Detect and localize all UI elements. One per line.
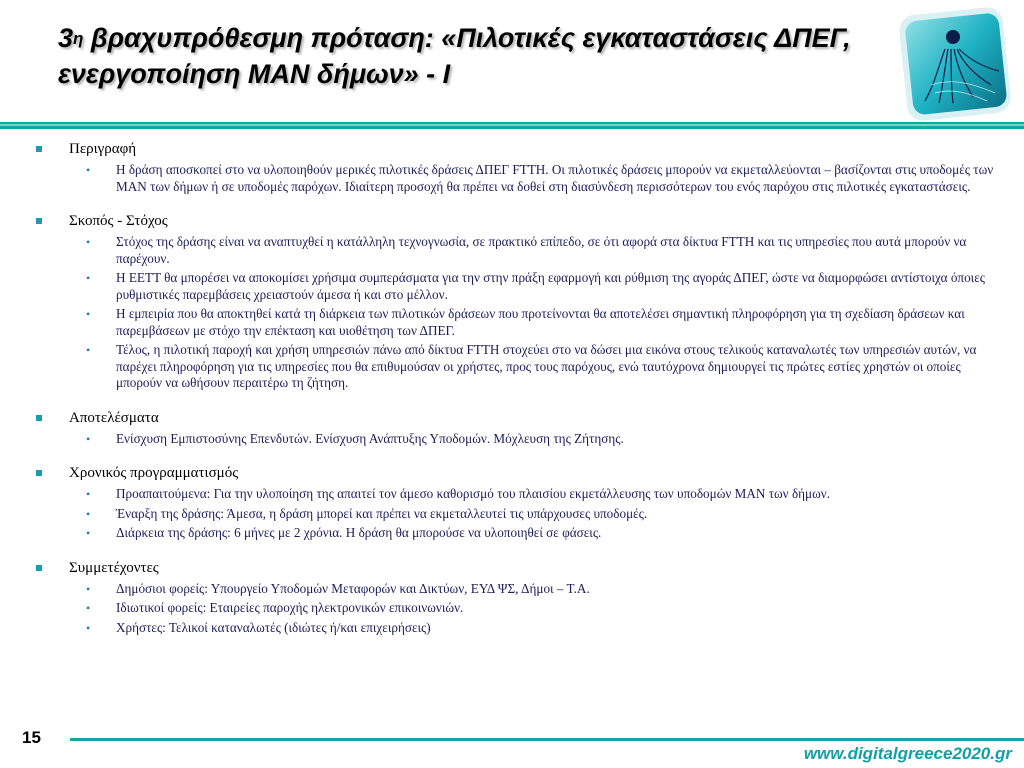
- square-bullet-icon: [36, 565, 42, 571]
- digital-greece-logo-icon: [895, 5, 1013, 123]
- bullet-dot-icon: •: [86, 343, 91, 357]
- list-item: • Χρήστες: Τελικοί καταναλωτές (ιδιώτες ή/και επιχειρήσεις): [86, 619, 431, 635]
- bullet-list: [36, 162, 1006, 195]
- list-item: • Η εμπειρία που θα αποκτηθεί κατά τη διάρκεια των πιλοτικών δράσεων που προτείνονται θα αποτελέσει σημαντική πληροφόρηση για τη σχεδίαση δράσεων και παρεμβάσεων με στόχο την επέκταση και υιοθέτηση των ΔΠΕΓ.: [86, 306, 965, 338]
- title-ordinal-suffix: η: [73, 29, 84, 48]
- footer-url: www.digitalgreece2020.gr: [803, 744, 1012, 763]
- list-item: • Τέλος, η πιλοτική παροχή και χρήση υπηρεσιών πάνω από δίκτυα FTTH στοχεύει στο να δώσει μια εικόνα στους τελικούς καταναλωτές των υπηρεσιών αυτών, να παρέχει πληροφόρηση για τις υπηρεσίες που θα επιθυμούσαν οι χρήστες, προς τους παρόχους, ενώ ταυτόχρονα δημιουργεί τις πρώτες εστίες χρηστών οι οποίες μπορούν να ωθήσουν περαιτέρω τη ζήτηση.: [86, 342, 977, 390]
- list-item: • Διάρκεια της δράσης: 6 μήνες με 2 χρόνια. Η δράση θα μπορούσε να υλοποιηθεί σε φάσεις.: [86, 525, 602, 540]
- bullet-list: [36, 486, 1006, 542]
- bullet-dot-icon: •: [86, 307, 91, 321]
- list-item: • Προαπαιτούμενα: Για την υλοποίηση της απαιτεί τον άμεσο καθορισμό του πλαισίου εκμετάλλευσης των υποδομών MAN των δήμων.: [86, 486, 831, 501]
- section-description: [36, 140, 1006, 195]
- list-item: • Δημόσιοι φορείς: Υπουργείο Υποδομών Μεταφορών και Δικτύων, ΕΥΔ ΨΣ, Δήμοι – Τ.Α.: [86, 580, 590, 596]
- square-bullet-icon: [36, 146, 42, 152]
- page-number: 15: [22, 728, 41, 747]
- section-heading: Σκοπός - Στόχος: [36, 212, 1006, 231]
- bullet-list: [36, 431, 1006, 448]
- bullet-dot-icon: •: [86, 163, 91, 177]
- footer-rule: [70, 738, 1024, 741]
- list-item: • Ενίσχυση Εμπιστοσύνης Επενδυτών. Ενίσχυση Ανάπτυξης Υποδομών. Μόχλευση της Ζήτησης.: [86, 430, 624, 446]
- list-item: • Στόχος της δράσης είναι να αναπτυχθεί η κατάλληλη τεχνογνωσία, σε πρακτικό επίπεδο, σε ότι αφορά στα δίκτυα FTTH και τις υπηρεσίες που αυτά μπορούν να παρέχουν.: [86, 234, 967, 266]
- slide-title: [58, 22, 858, 90]
- section-heading: Χρονικός προγραμματισμός: [36, 464, 1006, 483]
- bullet-dot-icon: •: [86, 601, 91, 615]
- square-bullet-icon: [36, 415, 42, 421]
- section-schedule: [36, 464, 1006, 542]
- title-ordinal: 3: [58, 23, 74, 53]
- section-results: [36, 409, 1006, 448]
- slide-body: [36, 140, 1006, 653]
- list-item: • Ιδιωτικοί φορείς: Εταιρείες παροχής ηλεκτρονικών επικοινωνιών.: [86, 600, 464, 615]
- bullet-dot-icon: •: [86, 620, 91, 635]
- list-item: • Η δράση αποσκοπεί στο να υλοποιηθούν μερικές πιλοτικές δράσεις ΔΠΕΓ FTTH. Οι πιλοτικές δράσεις μπορούν να εκμεταλλεύονται – βασίζονται στις υποδομές των MAN των δήμων ή σε υποδομές παρόχων. Ιδιαίτερη προσοχή θα πρέπει να δοθεί στη διασύνδεση περισσότερων του ενός παρόχου στις πιλοτικές εγκαταστάσεις.: [86, 162, 994, 194]
- square-bullet-icon: [36, 218, 42, 224]
- bullet-dot-icon: •: [86, 526, 91, 540]
- bullet-dot-icon: •: [86, 506, 91, 521]
- section-heading: Συμμετέχοντες: [36, 559, 1006, 578]
- list-item: • Η ΕΕΤΤ θα μπορέσει να αποκομίσει χρήσιμα συμπεράσματα για την στην πράξη εφαρμογή και ρύθμιση της αγοράς ΔΠΕΓ, ώστε να διαμορφώσει αντίστοιχα όποιες ρυθμιστικές παρεμβάσεις χρειαστούν άμεσα ή και στο μέλλον.: [86, 270, 985, 302]
- list-item: • Έναρξη της δράσης: Άμεσα, η δράση μπορεί και πρέπει να εκμεταλλευτεί τις υπάρχουσες υποδομές.: [86, 505, 648, 521]
- bullet-dot-icon: •: [86, 271, 91, 285]
- section-goal: [36, 212, 1006, 392]
- bullet-list: [36, 234, 1006, 392]
- bullet-dot-icon: •: [86, 235, 91, 249]
- bullet-dot-icon: •: [86, 431, 91, 446]
- bullet-dot-icon: •: [86, 581, 91, 596]
- bullet-list: [36, 581, 1006, 637]
- header-rule-highlight: [0, 124, 1024, 126]
- section-heading: Περιγραφή: [36, 140, 1006, 159]
- bullet-dot-icon: •: [86, 487, 91, 501]
- section-participants: [36, 559, 1006, 637]
- section-heading: Αποτελέσματα: [36, 409, 1006, 428]
- title-text: βραχυπρόθεσμη πρόταση: «Πιλοτικές εγκαταστάσεις ΔΠΕΓ, ενεργοποίηση MAN δήμων» - I: [58, 23, 851, 89]
- square-bullet-icon: [36, 470, 42, 476]
